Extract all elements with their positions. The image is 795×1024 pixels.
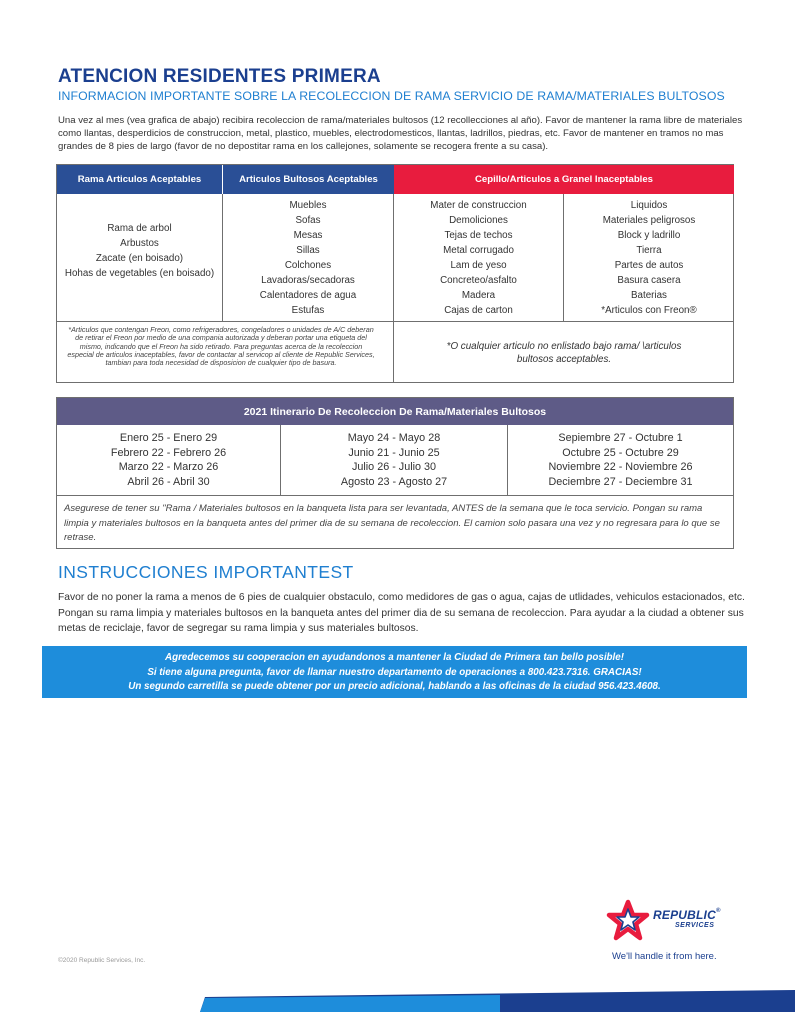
list-item: Materiales peligrosos — [602, 215, 696, 226]
logo-wordmark-text: REPUBLIC — [653, 908, 716, 922]
republic-services-logo — [606, 898, 736, 946]
page-title: ATENCION RESIDENTES PRIMERA — [58, 66, 381, 87]
unacceptable-list-2 — [564, 194, 734, 321]
instructions-text: Favor de no poner la rama a menos de 6 pies de cualquier obstaculo, como medidores de gas o agua, cajas de utlidades, vehiculos estacionados, etc. Pongan su rama limpia y materiales bultosos en la banqueta antes del primer dia de su semana de recoleccion. Para ayudar a la ciudad a obtener sus metas de reciclaje, favor de segregar su rama limpia y sus materiales bultosos. — [58, 592, 745, 634]
footer-stripe — [0, 982, 795, 1012]
schedule-date: Marzo 22 - Marzo 26 — [118, 461, 219, 474]
schedule-column-2 — [281, 425, 508, 495]
logo-subword: SERVICES — [675, 922, 715, 929]
page-subtitle: INFORMACION IMPORTANTE SOBRE LA RECOLECCION DE RAMA SERVICIO DE RAMA/MATERIALES BULTOSOS — [58, 89, 725, 103]
list-item: Baterias — [631, 290, 667, 301]
instructions-title: INSTRUCCIONES IMPORTANTEST — [58, 562, 354, 582]
list-item: Basura casera — [617, 275, 681, 286]
list-item: Muebles — [289, 200, 327, 211]
schedule-date: Julio 26 - Julio 30 — [351, 461, 437, 474]
banner-line-city: Un segundo carretilla se puede obtener por un precio adicional, hablando a las oficinas de la ciudad 956.423.4608. — [128, 681, 661, 692]
list-item: Hohas de vegetables (en boisado) — [64, 268, 215, 279]
logo-trademark: ® — [715, 908, 721, 914]
intro-paragraph: Una vez al mes (vea grafica de abajo) recibira recoleccion de rama/materiales bultosos (12 recollecciones al año). Favor de mantener la rama libre de materiales como llantas, desperdicios de construccion, metal, plastico, muebles, electrodomesticos, llantas, ladrillos, piedras, etc. Favor de mantener en tramos no mas grandes de 8 pies de largo (favor de no depostitar rama en los callejones, solamente se recogera frente a su casa). — [58, 115, 743, 152]
contact-banner — [42, 646, 747, 698]
list-item: Tejas de techos — [444, 230, 513, 241]
list-item: Lavadoras/secadoras — [261, 275, 355, 286]
list-item: Tierra — [636, 245, 662, 256]
list-item: Lam de yeso — [450, 260, 507, 271]
schedule-title: 2021 Itinerario De Recoleccion De Rama/Materiales Bultosos — [57, 398, 733, 425]
list-item: Mesas — [293, 230, 323, 241]
acceptable-bulky-list — [223, 194, 394, 321]
list-item: Sillas — [296, 245, 320, 256]
schedule-date: Febrero 22 - Febrero 26 — [110, 446, 227, 459]
list-item: Arbustos — [120, 238, 159, 249]
banner-line-thanks: Agredecemos su cooperacion en ayudandonos a mantener la Ciudad de Primera tan bello posible! — [165, 652, 624, 663]
schedule-date: Junio 21 - Junio 25 — [348, 446, 440, 459]
acceptable-branches-list — [57, 194, 223, 321]
unacceptable-list-1 — [394, 194, 564, 321]
list-item: Cajas de carton — [444, 305, 513, 316]
list-item: Zacate (en boisado) — [95, 253, 184, 264]
schedule-date: Sepiembre 27 - Octubre 1 — [558, 432, 683, 444]
list-item: Demoliciones — [449, 215, 508, 226]
header-acceptable-branches: Rama Articulos Aceptables — [57, 165, 223, 194]
copyright: ©2020 Republic Services, Inc. — [58, 957, 146, 964]
schedule-note: Asegurese de tener su "Rama / Materiales bultosos en la banqueta lista para ser levantada, ANTES de la semana que le toca servicio. Pongan su rama limpia y materiales bultosos en la banqueta antes del primer dia de su semana de recoleccion. El camion solo pasara una vez y no regresara para lo que se retrase. — [64, 503, 720, 543]
schedule-table — [56, 397, 734, 549]
list-item: Estufas — [291, 305, 325, 316]
items-table — [56, 164, 734, 383]
list-item: Colchones — [284, 260, 332, 271]
schedule-date: Octubre 25 - Octubre 29 — [562, 446, 679, 459]
logo-wordmark — [653, 908, 721, 922]
unlisted-items-note — [394, 322, 734, 383]
schedule-date: Agosto 23 - Agosto 27 — [340, 475, 448, 488]
header-unacceptable: Cepillo/Articulos a Granel Inaceptables — [394, 165, 734, 194]
freon-note: *Articulos que contengan Freon, como refrigeradores, congeladores o unidades de A/C deberan de retirar el Freon por medio de una compania autorizada y deberan portar una etiqueta del mismo, indicando que el Freon ha sido retirado. Para preguntas acerca de la recoleccion especial de articulos inaceptables, favor de contactar al servicop al cliente de Republic Services, tambian para toda necesidad de disposicion de cualquier tipo de basura. — [57, 322, 394, 383]
schedule-date: Mayo 24 - Mayo 28 — [347, 432, 441, 444]
list-item: Rama de arbol — [107, 223, 172, 234]
schedule-date: Enero 25 - Enero 29 — [119, 432, 218, 444]
list-item: Madera — [461, 290, 496, 301]
list-item: *Articulos con Freon® — [601, 305, 697, 316]
schedule-column-1 — [57, 425, 281, 495]
list-item: Concreteo/asfalto — [440, 275, 517, 286]
header-acceptable-bulky: Articulos Bultosos Aceptables — [223, 165, 394, 194]
list-item: Sofas — [295, 215, 321, 226]
schedule-date: Abril 26 - Abril 30 — [127, 475, 210, 488]
schedule-column-3 — [508, 425, 733, 495]
list-item: Liquidos — [630, 200, 668, 211]
list-item: Mater de construccion — [430, 200, 527, 211]
list-item: Metal corrugado — [443, 245, 514, 256]
unlisted-items-note-text: *O cualquier articulo no enlistado bajo rama/ \articulos bultosos acceptables. — [446, 340, 682, 365]
republic-star-icon — [606, 898, 650, 942]
list-item: Partes de autos — [614, 260, 684, 271]
schedule-date: Deciembre 27 - Deciembre 31 — [548, 475, 693, 488]
tagline: We'll handle it from here. — [612, 951, 717, 962]
list-item: Calentadores de agua — [259, 290, 357, 301]
schedule-date: Noviembre 22 - Noviembre 26 — [548, 461, 693, 474]
list-item: Block y ladrillo — [617, 230, 681, 241]
banner-line-phone: Si tiene alguna pregunta, favor de llamar nuestro departamento de operaciones a 800.423.7316. GRACIAS! — [147, 666, 642, 678]
